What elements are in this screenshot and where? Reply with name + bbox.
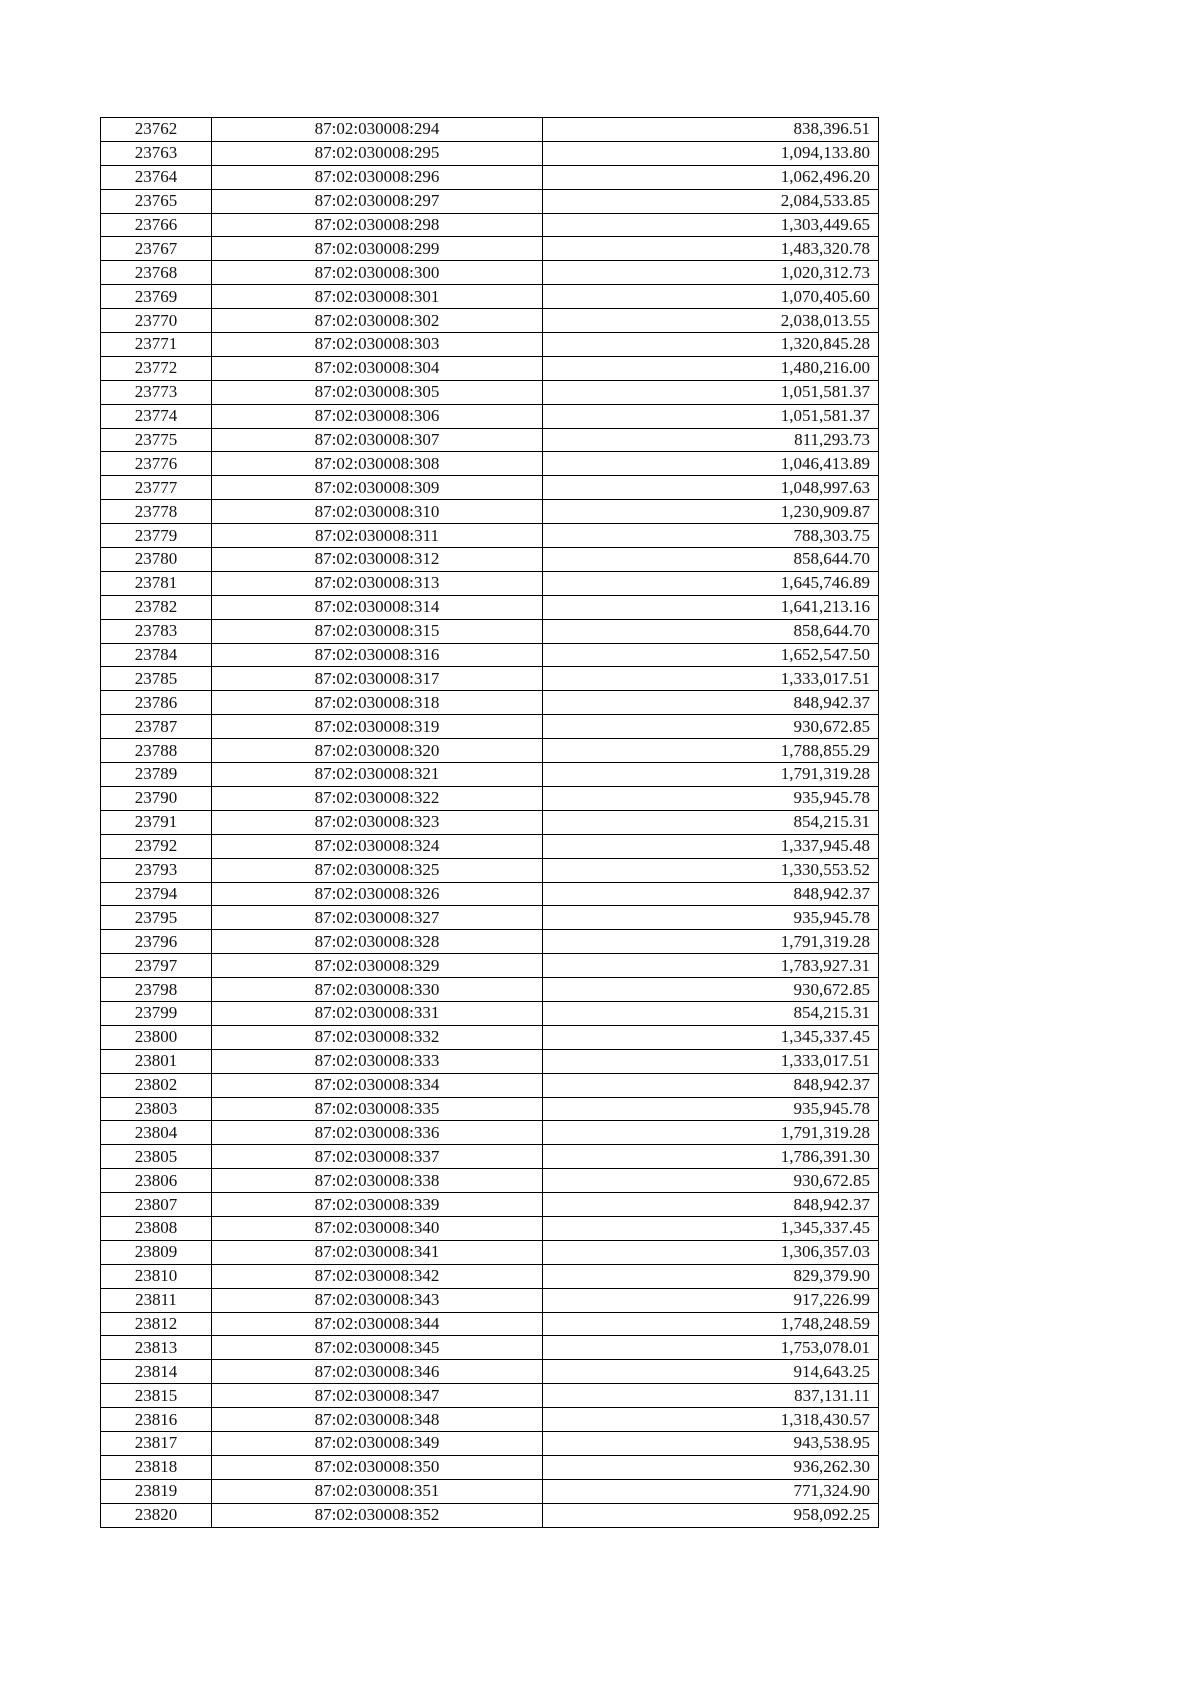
- cadastral-number-cell: 87:02:030008:298: [212, 213, 543, 237]
- cadastral-number-cell: 87:02:030008:329: [212, 954, 543, 978]
- value-cell: 958,092.25: [543, 1503, 879, 1527]
- row-number-cell: 23808: [101, 1216, 212, 1240]
- table-row: [101, 476, 879, 500]
- table-row: [101, 1503, 879, 1527]
- value-cell: 1,303,449.65: [543, 213, 879, 237]
- cadastral-number-cell: 87:02:030008:330: [212, 978, 543, 1002]
- table-row: [101, 1240, 879, 1264]
- value-cell: 1,070,405.60: [543, 285, 879, 309]
- row-number-cell: 23787: [101, 715, 212, 739]
- row-number-cell: 23805: [101, 1145, 212, 1169]
- cadastral-number-cell: 87:02:030008:295: [212, 141, 543, 165]
- value-cell: 829,379.90: [543, 1264, 879, 1288]
- value-cell: 930,672.85: [543, 978, 879, 1002]
- value-cell: 1,320,845.28: [543, 333, 879, 357]
- cadastral-number-cell: 87:02:030008:345: [212, 1336, 543, 1360]
- cadastral-number-cell: 87:02:030008:338: [212, 1169, 543, 1193]
- row-number-cell: 23778: [101, 500, 212, 524]
- data-table: [100, 117, 879, 1528]
- value-cell: 1,345,337.45: [543, 1025, 879, 1049]
- table-row: [101, 643, 879, 667]
- row-number-cell: 23811: [101, 1288, 212, 1312]
- cadastral-number-cell: 87:02:030008:324: [212, 834, 543, 858]
- value-cell: 1,306,357.03: [543, 1240, 879, 1264]
- row-number-cell: 23790: [101, 786, 212, 810]
- cadastral-number-cell: 87:02:030008:306: [212, 404, 543, 428]
- cadastral-number-cell: 87:02:030008:304: [212, 356, 543, 380]
- value-cell: 1,046,413.89: [543, 452, 879, 476]
- cadastral-number-cell: 87:02:030008:337: [212, 1145, 543, 1169]
- row-number-cell: 23792: [101, 834, 212, 858]
- table-row: [101, 1360, 879, 1384]
- table-row: [101, 1455, 879, 1479]
- table-row: [101, 786, 879, 810]
- row-number-cell: 23768: [101, 261, 212, 285]
- cadastral-number-cell: 87:02:030008:316: [212, 643, 543, 667]
- value-cell: 848,942.37: [543, 882, 879, 906]
- row-number-cell: 23770: [101, 309, 212, 333]
- row-number-cell: 23810: [101, 1264, 212, 1288]
- value-cell: 837,131.11: [543, 1384, 879, 1408]
- value-cell: 1,783,927.31: [543, 954, 879, 978]
- row-number-cell: 23800: [101, 1025, 212, 1049]
- row-number-cell: 23777: [101, 476, 212, 500]
- row-number-cell: 23774: [101, 404, 212, 428]
- value-cell: 1,753,078.01: [543, 1336, 879, 1360]
- row-number-cell: 23801: [101, 1049, 212, 1073]
- value-cell: 1,652,547.50: [543, 643, 879, 667]
- cadastral-number-cell: 87:02:030008:309: [212, 476, 543, 500]
- row-number-cell: 23775: [101, 428, 212, 452]
- row-number-cell: 23797: [101, 954, 212, 978]
- value-cell: 943,538.95: [543, 1431, 879, 1455]
- row-number-cell: 23788: [101, 739, 212, 763]
- table-row: [101, 548, 879, 572]
- value-cell: 1,051,581.37: [543, 380, 879, 404]
- value-cell: 1,048,997.63: [543, 476, 879, 500]
- value-cell: 1,641,213.16: [543, 595, 879, 619]
- row-number-cell: 23815: [101, 1384, 212, 1408]
- cadastral-number-cell: 87:02:030008:303: [212, 333, 543, 357]
- row-number-cell: 23795: [101, 906, 212, 930]
- row-number-cell: 23772: [101, 356, 212, 380]
- row-number-cell: 23763: [101, 141, 212, 165]
- row-number-cell: 23794: [101, 882, 212, 906]
- value-cell: 930,672.85: [543, 715, 879, 739]
- row-number-cell: 23799: [101, 1001, 212, 1025]
- row-number-cell: 23806: [101, 1169, 212, 1193]
- value-cell: 930,672.85: [543, 1169, 879, 1193]
- cadastral-number-cell: 87:02:030008:300: [212, 261, 543, 285]
- value-cell: 935,945.78: [543, 786, 879, 810]
- table-row: [101, 1097, 879, 1121]
- value-cell: 936,262.30: [543, 1455, 879, 1479]
- cadastral-number-cell: 87:02:030008:349: [212, 1431, 543, 1455]
- table-row: [101, 571, 879, 595]
- row-number-cell: 23817: [101, 1431, 212, 1455]
- value-cell: 935,945.78: [543, 906, 879, 930]
- value-cell: 914,643.25: [543, 1360, 879, 1384]
- table-row: [101, 930, 879, 954]
- row-number-cell: 23781: [101, 571, 212, 595]
- table-row: [101, 1073, 879, 1097]
- cadastral-number-cell: 87:02:030008:326: [212, 882, 543, 906]
- value-cell: 1,051,581.37: [543, 404, 879, 428]
- table-row: [101, 1169, 879, 1193]
- cadastral-number-cell: 87:02:030008:319: [212, 715, 543, 739]
- value-cell: 1,345,337.45: [543, 1216, 879, 1240]
- table-row: [101, 882, 879, 906]
- table-row: [101, 213, 879, 237]
- row-number-cell: 23771: [101, 333, 212, 357]
- cadastral-number-cell: 87:02:030008:310: [212, 500, 543, 524]
- cadastral-number-cell: 87:02:030008:350: [212, 1455, 543, 1479]
- row-number-cell: 23780: [101, 548, 212, 572]
- row-number-cell: 23791: [101, 810, 212, 834]
- cadastral-number-cell: 87:02:030008:336: [212, 1121, 543, 1145]
- cadastral-number-cell: 87:02:030008:325: [212, 858, 543, 882]
- cadastral-number-cell: 87:02:030008:299: [212, 237, 543, 261]
- cadastral-number-cell: 87:02:030008:347: [212, 1384, 543, 1408]
- row-number-cell: 23812: [101, 1312, 212, 1336]
- value-cell: 854,215.31: [543, 810, 879, 834]
- cadastral-number-cell: 87:02:030008:334: [212, 1073, 543, 1097]
- row-number-cell: 23793: [101, 858, 212, 882]
- value-cell: 1,333,017.51: [543, 1049, 879, 1073]
- value-cell: 848,942.37: [543, 1193, 879, 1217]
- table-row: [101, 1049, 879, 1073]
- table-row: [101, 428, 879, 452]
- table-row: [101, 1384, 879, 1408]
- row-number-cell: 23807: [101, 1193, 212, 1217]
- value-cell: 1,791,319.28: [543, 763, 879, 787]
- cadastral-number-cell: 87:02:030008:314: [212, 595, 543, 619]
- value-cell: 1,483,320.78: [543, 237, 879, 261]
- table-row: [101, 261, 879, 285]
- table-row: [101, 1145, 879, 1169]
- cadastral-number-cell: 87:02:030008:315: [212, 619, 543, 643]
- table-row: [101, 858, 879, 882]
- row-number-cell: 23803: [101, 1097, 212, 1121]
- value-cell: 858,644.70: [543, 619, 879, 643]
- cadastral-number-cell: 87:02:030008:312: [212, 548, 543, 572]
- table-row: [101, 715, 879, 739]
- row-number-cell: 23813: [101, 1336, 212, 1360]
- row-number-cell: 23786: [101, 691, 212, 715]
- table-row: [101, 141, 879, 165]
- value-cell: 1,020,312.73: [543, 261, 879, 285]
- table-row: [101, 309, 879, 333]
- table-row: [101, 404, 879, 428]
- table-row: [101, 524, 879, 548]
- row-number-cell: 23789: [101, 763, 212, 787]
- table-row: [101, 691, 879, 715]
- value-cell: 1,333,017.51: [543, 667, 879, 691]
- row-number-cell: 23818: [101, 1455, 212, 1479]
- row-number-cell: 23766: [101, 213, 212, 237]
- cadastral-number-cell: 87:02:030008:327: [212, 906, 543, 930]
- value-cell: 1,062,496.20: [543, 165, 879, 189]
- cadastral-number-cell: 87:02:030008:331: [212, 1001, 543, 1025]
- row-number-cell: 23819: [101, 1479, 212, 1503]
- cadastral-number-cell: 87:02:030008:351: [212, 1479, 543, 1503]
- row-number-cell: 23783: [101, 619, 212, 643]
- cadastral-number-cell: 87:02:030008:342: [212, 1264, 543, 1288]
- cadastral-number-cell: 87:02:030008:328: [212, 930, 543, 954]
- row-number-cell: 23769: [101, 285, 212, 309]
- row-number-cell: 23764: [101, 165, 212, 189]
- cadastral-number-cell: 87:02:030008:322: [212, 786, 543, 810]
- row-number-cell: 23809: [101, 1240, 212, 1264]
- cadastral-number-cell: 87:02:030008:340: [212, 1216, 543, 1240]
- table-row: [101, 1336, 879, 1360]
- cadastral-number-cell: 87:02:030008:301: [212, 285, 543, 309]
- value-cell: 1,230,909.87: [543, 500, 879, 524]
- table-row: [101, 1025, 879, 1049]
- cadastral-number-cell: 87:02:030008:348: [212, 1408, 543, 1432]
- table-row: [101, 1312, 879, 1336]
- value-cell: 1,480,216.00: [543, 356, 879, 380]
- cadastral-number-cell: 87:02:030008:307: [212, 428, 543, 452]
- table-row: [101, 1431, 879, 1455]
- table-row: [101, 739, 879, 763]
- value-cell: 1,748,248.59: [543, 1312, 879, 1336]
- row-number-cell: 23816: [101, 1408, 212, 1432]
- table-row: [101, 1479, 879, 1503]
- table-row: [101, 763, 879, 787]
- cadastral-number-cell: 87:02:030008:346: [212, 1360, 543, 1384]
- row-number-cell: 23796: [101, 930, 212, 954]
- table-row: [101, 1408, 879, 1432]
- cadastral-number-cell: 87:02:030008:352: [212, 1503, 543, 1527]
- value-cell: 771,324.90: [543, 1479, 879, 1503]
- row-number-cell: 23820: [101, 1503, 212, 1527]
- table-row: [101, 978, 879, 1002]
- row-number-cell: 23762: [101, 118, 212, 142]
- table-row: [101, 118, 879, 142]
- value-cell: 1,786,391.30: [543, 1145, 879, 1169]
- value-cell: 1,788,855.29: [543, 739, 879, 763]
- cadastral-number-cell: 87:02:030008:302: [212, 309, 543, 333]
- value-cell: 1,094,133.80: [543, 141, 879, 165]
- cadastral-number-cell: 87:02:030008:297: [212, 189, 543, 213]
- table-row: [101, 500, 879, 524]
- table-row: [101, 237, 879, 261]
- value-cell: 2,038,013.55: [543, 309, 879, 333]
- table-row: [101, 189, 879, 213]
- table-row: [101, 619, 879, 643]
- value-cell: 1,337,945.48: [543, 834, 879, 858]
- value-cell: 848,942.37: [543, 1073, 879, 1097]
- value-cell: 1,318,430.57: [543, 1408, 879, 1432]
- table-row: [101, 595, 879, 619]
- cadastral-number-cell: 87:02:030008:294: [212, 118, 543, 142]
- table-row: [101, 1288, 879, 1312]
- row-number-cell: 23776: [101, 452, 212, 476]
- value-cell: 811,293.73: [543, 428, 879, 452]
- table-row: [101, 1264, 879, 1288]
- table-row: [101, 165, 879, 189]
- table-row: [101, 834, 879, 858]
- row-number-cell: 23779: [101, 524, 212, 548]
- row-number-cell: 23784: [101, 643, 212, 667]
- table-row: [101, 380, 879, 404]
- row-number-cell: 23785: [101, 667, 212, 691]
- value-cell: 838,396.51: [543, 118, 879, 142]
- cadastral-number-cell: 87:02:030008:339: [212, 1193, 543, 1217]
- table-row: [101, 954, 879, 978]
- value-cell: 854,215.31: [543, 1001, 879, 1025]
- table-body: [101, 118, 879, 1528]
- cadastral-number-cell: 87:02:030008:296: [212, 165, 543, 189]
- cadastral-number-cell: 87:02:030008:343: [212, 1288, 543, 1312]
- row-number-cell: 23798: [101, 978, 212, 1002]
- cadastral-number-cell: 87:02:030008:311: [212, 524, 543, 548]
- value-cell: 858,644.70: [543, 548, 879, 572]
- cadastral-number-cell: 87:02:030008:332: [212, 1025, 543, 1049]
- cadastral-number-cell: 87:02:030008:323: [212, 810, 543, 834]
- cadastral-number-cell: 87:02:030008:308: [212, 452, 543, 476]
- cadastral-number-cell: 87:02:030008:321: [212, 763, 543, 787]
- table-row: [101, 667, 879, 691]
- table-row: [101, 1001, 879, 1025]
- row-number-cell: 23804: [101, 1121, 212, 1145]
- table-row: [101, 452, 879, 476]
- table-row: [101, 285, 879, 309]
- table-row: [101, 1216, 879, 1240]
- value-cell: 848,942.37: [543, 691, 879, 715]
- cadastral-number-cell: 87:02:030008:318: [212, 691, 543, 715]
- table-row: [101, 356, 879, 380]
- table-row: [101, 333, 879, 357]
- value-cell: 1,791,319.28: [543, 930, 879, 954]
- table-row: [101, 810, 879, 834]
- table-row: [101, 1193, 879, 1217]
- cadastral-number-cell: 87:02:030008:317: [212, 667, 543, 691]
- cadastral-number-cell: 87:02:030008:344: [212, 1312, 543, 1336]
- row-number-cell: 23802: [101, 1073, 212, 1097]
- cadastral-number-cell: 87:02:030008:333: [212, 1049, 543, 1073]
- value-cell: 935,945.78: [543, 1097, 879, 1121]
- value-cell: 1,791,319.28: [543, 1121, 879, 1145]
- cadastral-number-cell: 87:02:030008:313: [212, 571, 543, 595]
- cadastral-number-cell: 87:02:030008:341: [212, 1240, 543, 1264]
- cadastral-number-cell: 87:02:030008:320: [212, 739, 543, 763]
- table-row: [101, 906, 879, 930]
- value-cell: 917,226.99: [543, 1288, 879, 1312]
- cadastral-number-cell: 87:02:030008:305: [212, 380, 543, 404]
- table-row: [101, 1121, 879, 1145]
- row-number-cell: 23773: [101, 380, 212, 404]
- row-number-cell: 23767: [101, 237, 212, 261]
- value-cell: 1,645,746.89: [543, 571, 879, 595]
- row-number-cell: 23765: [101, 189, 212, 213]
- value-cell: 1,330,553.52: [543, 858, 879, 882]
- cadastral-number-cell: 87:02:030008:335: [212, 1097, 543, 1121]
- value-cell: 788,303.75: [543, 524, 879, 548]
- row-number-cell: 23814: [101, 1360, 212, 1384]
- row-number-cell: 23782: [101, 595, 212, 619]
- value-cell: 2,084,533.85: [543, 189, 879, 213]
